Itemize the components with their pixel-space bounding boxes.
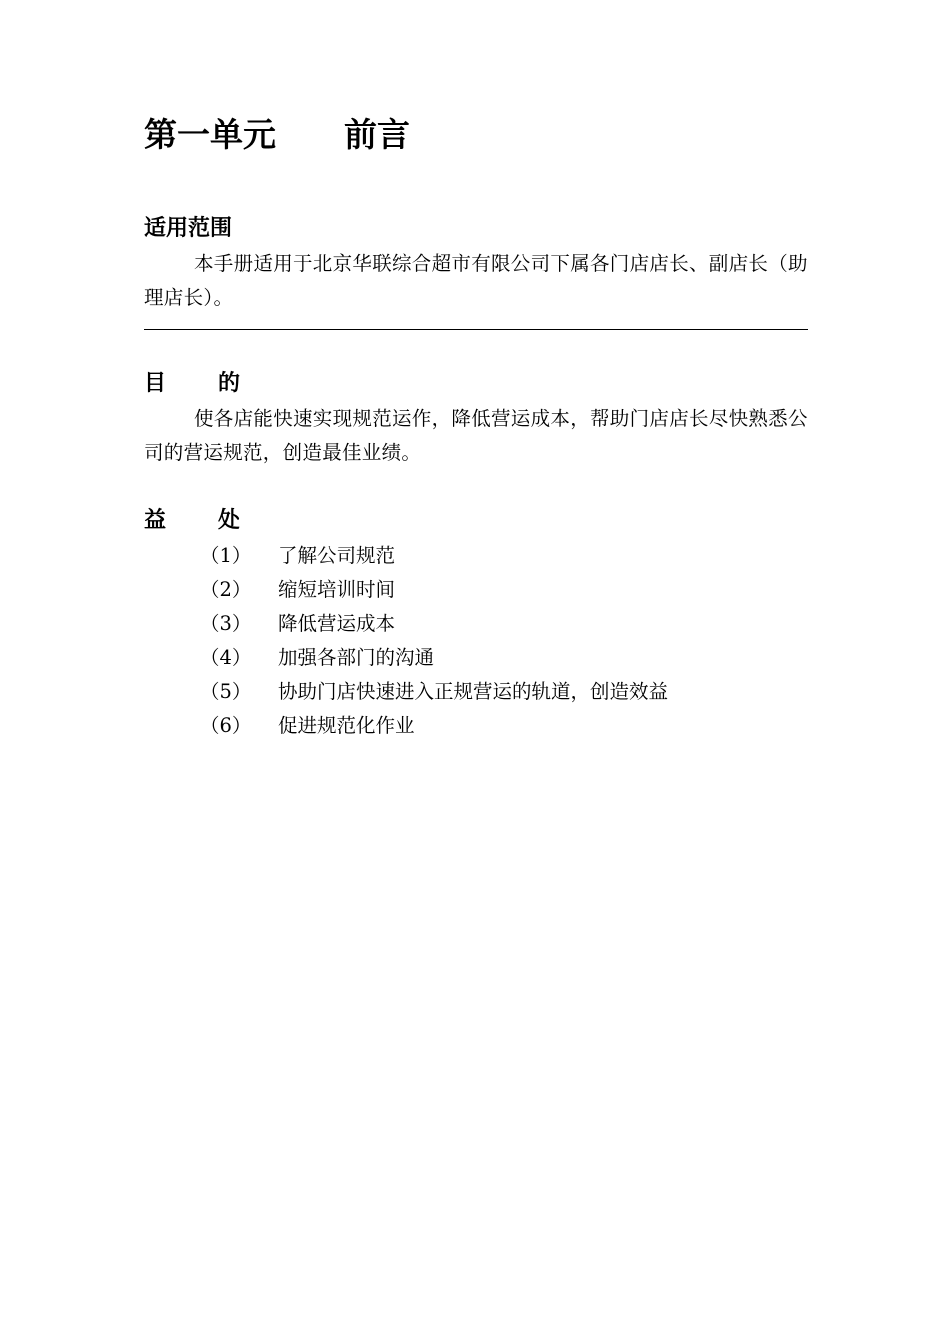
list-item-index: （1） [200,544,252,567]
unit-name: 前言 [344,115,410,154]
purpose-heading-char-1: 目 [144,371,167,396]
list-item-text: 加强各部门的沟通 [278,646,435,669]
list-item-text: 了解公司规范 [278,544,396,567]
list-item [200,539,668,573]
list-item-index: （3） [200,612,252,635]
list-item-index: （5） [200,680,252,703]
list-item-text: 促进规范化作业 [278,714,415,737]
benefits-list [200,539,668,743]
list-item [200,675,668,709]
section-divider [144,329,808,330]
list-item-index: （4） [200,646,252,669]
purpose-heading-char-2: 的 [218,371,241,396]
unit-number: 第一单元 [144,115,276,154]
list-item [200,573,668,607]
list-item [200,607,668,641]
list-item [200,641,668,675]
list-item-index: （6） [200,714,252,737]
benefits-heading-char-2: 处 [218,508,241,533]
scope-paragraph: 本手册适用于北京华联综合超市有限公司下属各门店店长、副店长（助理店长）。 [144,252,808,309]
list-item-text: 缩短培训时间 [278,578,396,601]
scope-heading: 适用范围 [144,216,233,241]
unit-title [144,112,410,158]
list-item-text: 降低营运成本 [278,612,396,635]
benefits-heading-char-1: 益 [144,508,167,533]
purpose-heading [144,369,240,399]
list-item-index: （2） [200,578,252,601]
purpose-paragraph: 使各店能快速实现规范运作，降低营运成本，帮助门店店长尽快熟悉公司的营运规范，创造最佳业绩。 [144,407,808,464]
list-item [200,709,668,743]
list-item-text: 协助门店快速进入正规营运的轨道，创造效益 [278,680,669,703]
benefits-heading [144,506,240,536]
